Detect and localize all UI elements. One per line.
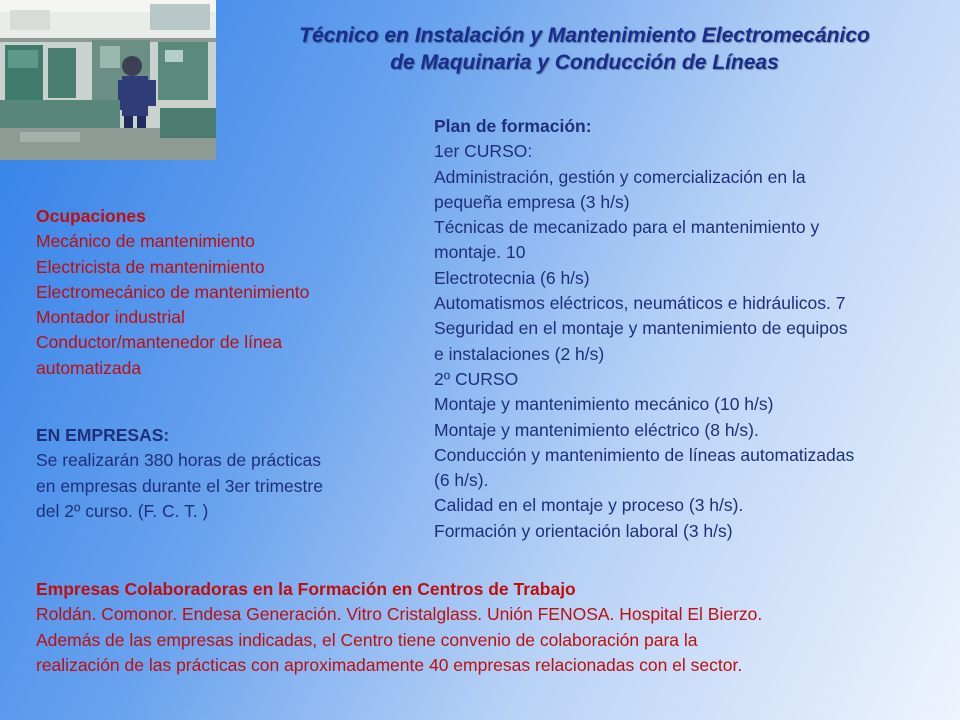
colaboradoras-line: realización de las prácticas con aproximadamente 40 empresas relacionadas con el sector. — [36, 654, 743, 675]
plan-line: Montaje y mantenimiento mecánico (10 h/s) — [434, 394, 774, 415]
plan-line: Administración, gestión y comercialización en la — [434, 166, 806, 187]
plan-line: (6 h/s). — [434, 470, 489, 491]
en-empresas-line: en empresas durante el 3er trimestre — [36, 475, 323, 496]
colaboradoras-line: Además de las empresas indicadas, el Centro tiene convenio de colaboración para la — [36, 629, 698, 650]
plan-line: Electrotecnia (6 h/s) — [434, 267, 590, 288]
plan-line: Seguridad en el montaje y mantenimiento de equipos — [434, 318, 848, 339]
colaboradoras-line: Roldán. Comonor. Endesa Generación. Vitro Cristalglass. Unión FENOSA. Hospital El Bierzo. — [36, 604, 763, 625]
title-line-1: Técnico en Instalación y Mantenimiento Electromecánico — [299, 24, 870, 47]
plan-line: montaje. 10 — [434, 242, 526, 263]
en-empresas-line: Se realizarán 380 horas de prácticas — [36, 450, 322, 471]
ocupacion-item: Electromecánico de mantenimiento — [36, 281, 310, 302]
en-empresas-line: del 2º curso. (F. C. T. ) — [36, 500, 209, 521]
plan-line: e instalaciones (2 h/s) — [434, 343, 605, 364]
plan-line: Técnicas de mecanizado para el mantenimiento y — [434, 217, 820, 238]
plan-line: Formación y orientación laboral (3 h/s) — [434, 520, 733, 541]
ocupacion-item: automatizada — [36, 357, 142, 378]
plan-line: Automatismos eléctricos, neumáticos e hidráulicos. 7 — [434, 293, 846, 314]
plan-line: Calidad en el montaje y proceso (3 h/s). — [434, 495, 744, 516]
workshop-photo — [0, 0, 216, 160]
plan-line: pequeña empresa (3 h/s) — [434, 191, 630, 212]
ocupacion-item: Montador industrial — [36, 307, 185, 328]
en-empresas — [36, 423, 323, 524]
ocupaciones-heading: Ocupaciones — [36, 206, 146, 226]
en-empresas-heading: EN EMPRESAS: — [36, 425, 170, 445]
ocupaciones — [36, 204, 309, 381]
plan-line: 1er CURSO: — [434, 141, 533, 162]
ocupacion-item: Conductor/mantenedor de línea — [36, 332, 283, 353]
plan-heading: Plan de formación: — [434, 116, 592, 136]
ocupacion-item: Electricista de mantenimiento — [36, 256, 265, 277]
title-line-2: de Maquinaria y Conducción de Líneas — [390, 51, 779, 74]
plan-line: Montaje y mantenimiento eléctrico (8 h/s). — [434, 419, 759, 440]
page-title — [222, 22, 947, 76]
plan-line: Conducción y mantenimiento de líneas automatizadas — [434, 444, 855, 465]
plan-line: 2º CURSO — [434, 368, 519, 389]
plan-de-formacion — [434, 114, 854, 544]
empresas-colaboradoras — [36, 577, 762, 678]
ocupacion-item: Mecánico de mantenimiento — [36, 231, 255, 252]
colaboradoras-heading: Empresas Colaboradoras en la Formación en Centros de Trabajo — [36, 579, 576, 599]
